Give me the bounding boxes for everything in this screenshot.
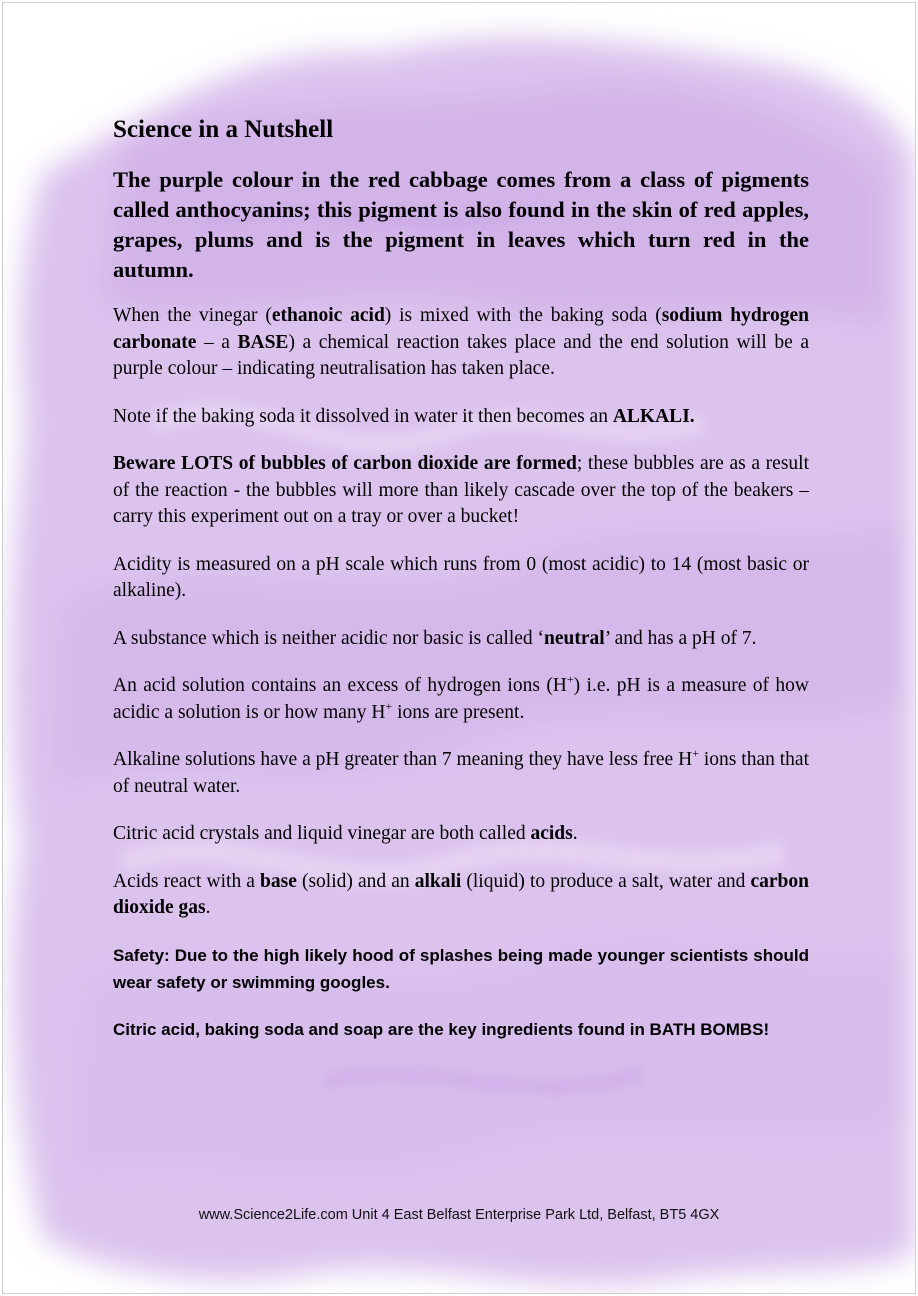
paragraph-ph-scale: Acidity is measured on a pH scale which runs from 0 (most acidic) to 14 (most basic or alkaline). [113,553,809,601]
paragraph-alkali-note: Note if the baking soda it dissolved in water it then becomes an ALKALI. [113,405,695,427]
footer-address: www.Science2Life.com Unit 4 East Belfast Enterprise Park Ltd, Belfast, BT5 4GX [198,1207,720,1223]
bath-bomb-note: Citric acid, baking soda and soap are the key ingredients found in BATH BOMBS! [113,1019,770,1039]
paragraph-acid-reactions: Acids react with a base (solid) and an alkali (liquid) to produce a salt, water and carbon dioxide gas. [113,870,809,918]
safety-note: Safety: Due to the high likely hood of splashes being made younger scientists should wear safety or swimming googles. [113,945,809,992]
paragraph-vinegar-reaction: When the vinegar (ethanoic acid) is mixed with the baking soda (sodium hydrogen carbonate – a BASE) a chemical reaction takes place and the end solution will be a purple colour – indicating neutralisation has taken place. [113,305,809,379]
paragraph-alkaline-solutions: Alkaline solutions have a pH greater than 7 meaning they have less free H+ ions than that of neutral water. [113,746,809,797]
page-title: Science in a Nutshell [113,116,334,143]
paragraph-bubbles-warning: Beware LOTS of bubbles of carbon dioxide are formed; these bubbles are as a result of the reaction - the bubbles will more than likely cascade over the top of the beakers – carry this experiment out on a tray or over a bucket! [113,453,809,527]
document-page [2,2,916,1294]
lead-paragraph: The purple colour in the red cabbage comes from a class of pigments called anthocyanins; this pigment is also found in the skin of red apples, grapes, plums and is the pigment in leaves which turn red in the autumn. [113,167,809,282]
paragraph-acids: Citric acid crystals and liquid vinegar are both called acids. [113,823,578,844]
paragraph-neutral: A substance which is neither acidic nor basic is called ‘neutral’ and has a pH of 7. [113,627,757,649]
paragraph-hydrogen-ions: An acid solution contains an excess of hydrogen ions (H+) i.e. pH is a measure of how acidic a solution is or how many H+ ions are present. [113,672,809,723]
content-area [113,115,809,1063]
